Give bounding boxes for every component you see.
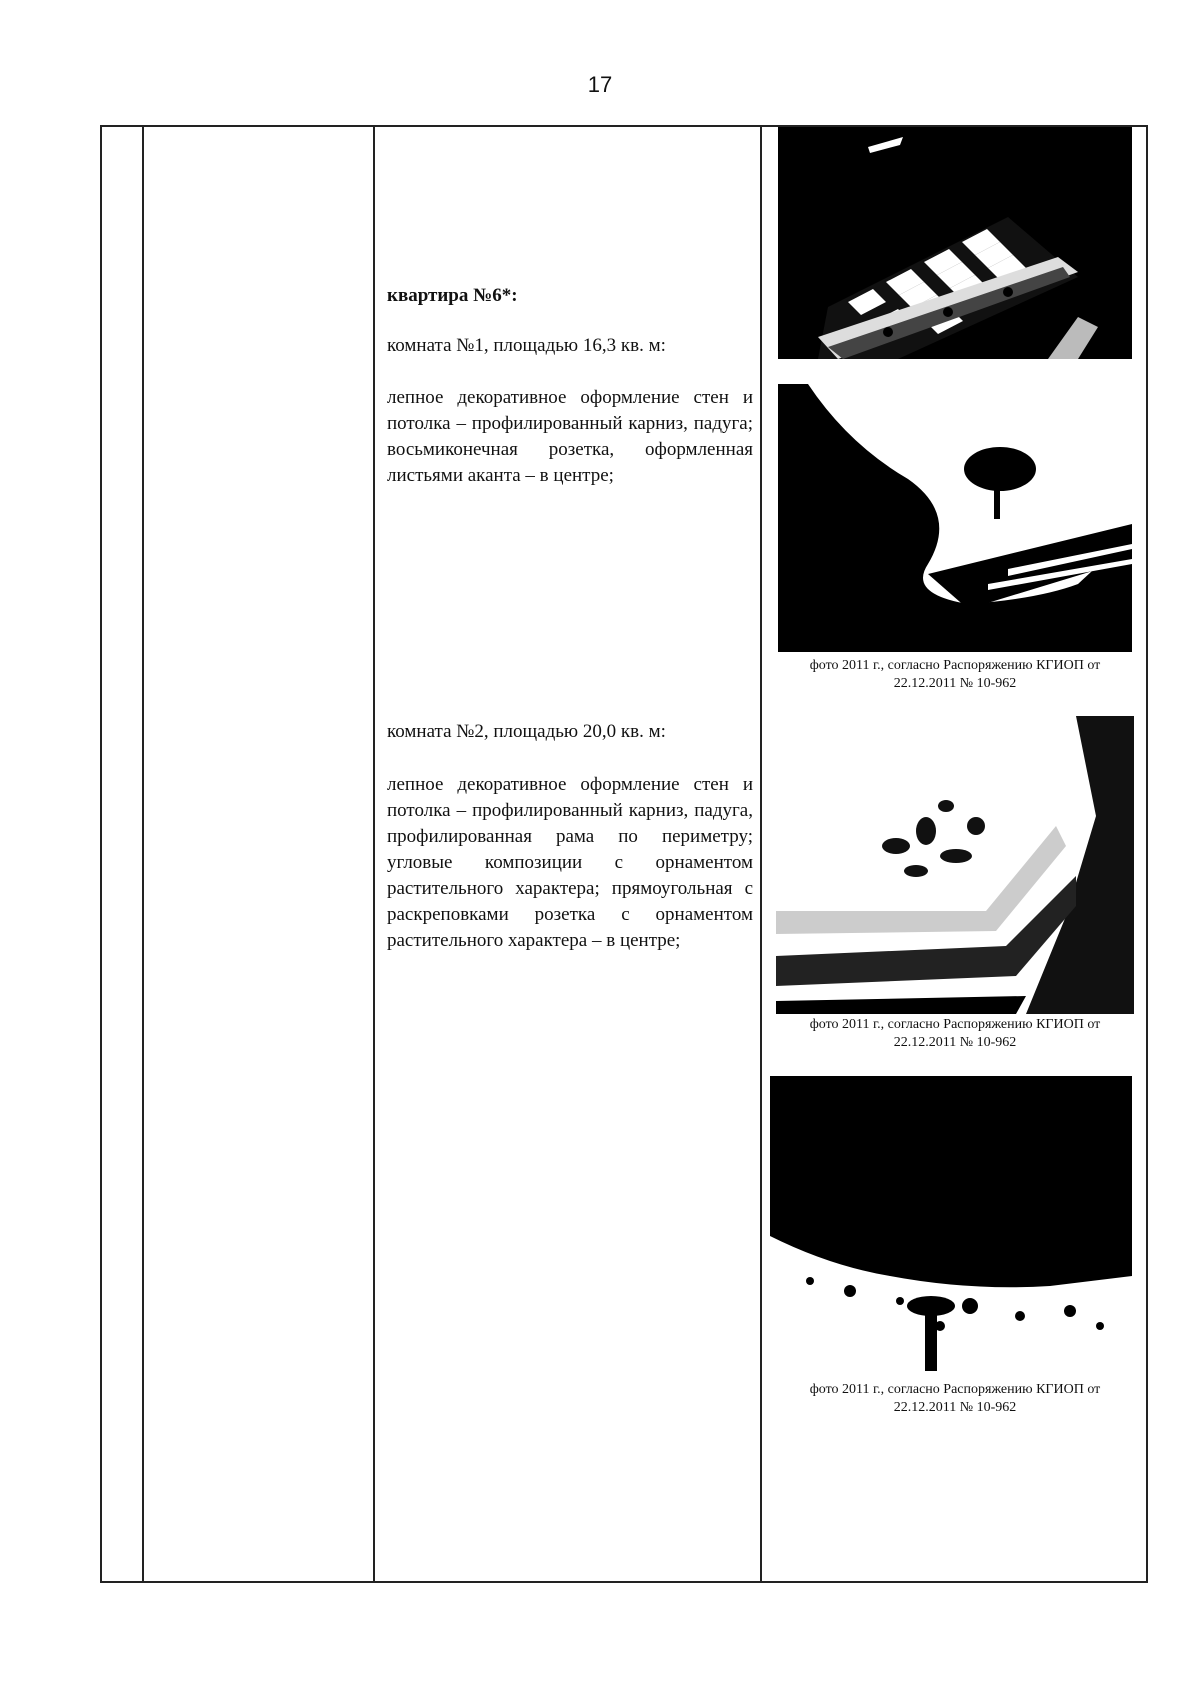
photo-ceiling-rosette (778, 384, 1132, 652)
room1-description: лепное декоративное оформление стен и потолка – профилированный карниз, падуга; восьмиконечная розетка, оформленная листьями аканта – в центре; (387, 387, 753, 486)
apartment-heading: квартира №6*: (387, 285, 518, 306)
photo-caption-1: фото 2011 г., согласно Распоряжению КГИОП от 22.12.2011 № 10-962 (809, 658, 1101, 691)
column-divider-3 (760, 127, 762, 1581)
photo-caption-3: фото 2011 г., согласно Распоряжению КГИОП от 22.12.2011 № 10-962 (809, 1382, 1101, 1415)
room2-description: лепное декоративное оформление стен и потолка – профилированный карниз, падуга, профилированная рама по периметру; угловые композиции с орнаментом растительного характера; прямоугольная с раскреповками розетка с орнаментом растительного характера – в центре; (387, 774, 753, 951)
room2-title: комната №2, площадью 20,0 кв. м: (387, 721, 666, 742)
photo-dark-ceiling (770, 1076, 1132, 1376)
column-divider-1 (142, 127, 144, 1581)
room1-title: комната №1, площадью 16,3 кв. м: (387, 335, 666, 356)
page-number: 17 (587, 72, 613, 97)
photo-corner-ornament (776, 716, 1134, 1014)
photo-caption-2: фото 2011 г., согласно Распоряжению КГИОП от 22.12.2011 № 10-962 (809, 1017, 1101, 1050)
photo-cornice-floor (778, 127, 1132, 359)
column-divider-2 (373, 127, 375, 1581)
